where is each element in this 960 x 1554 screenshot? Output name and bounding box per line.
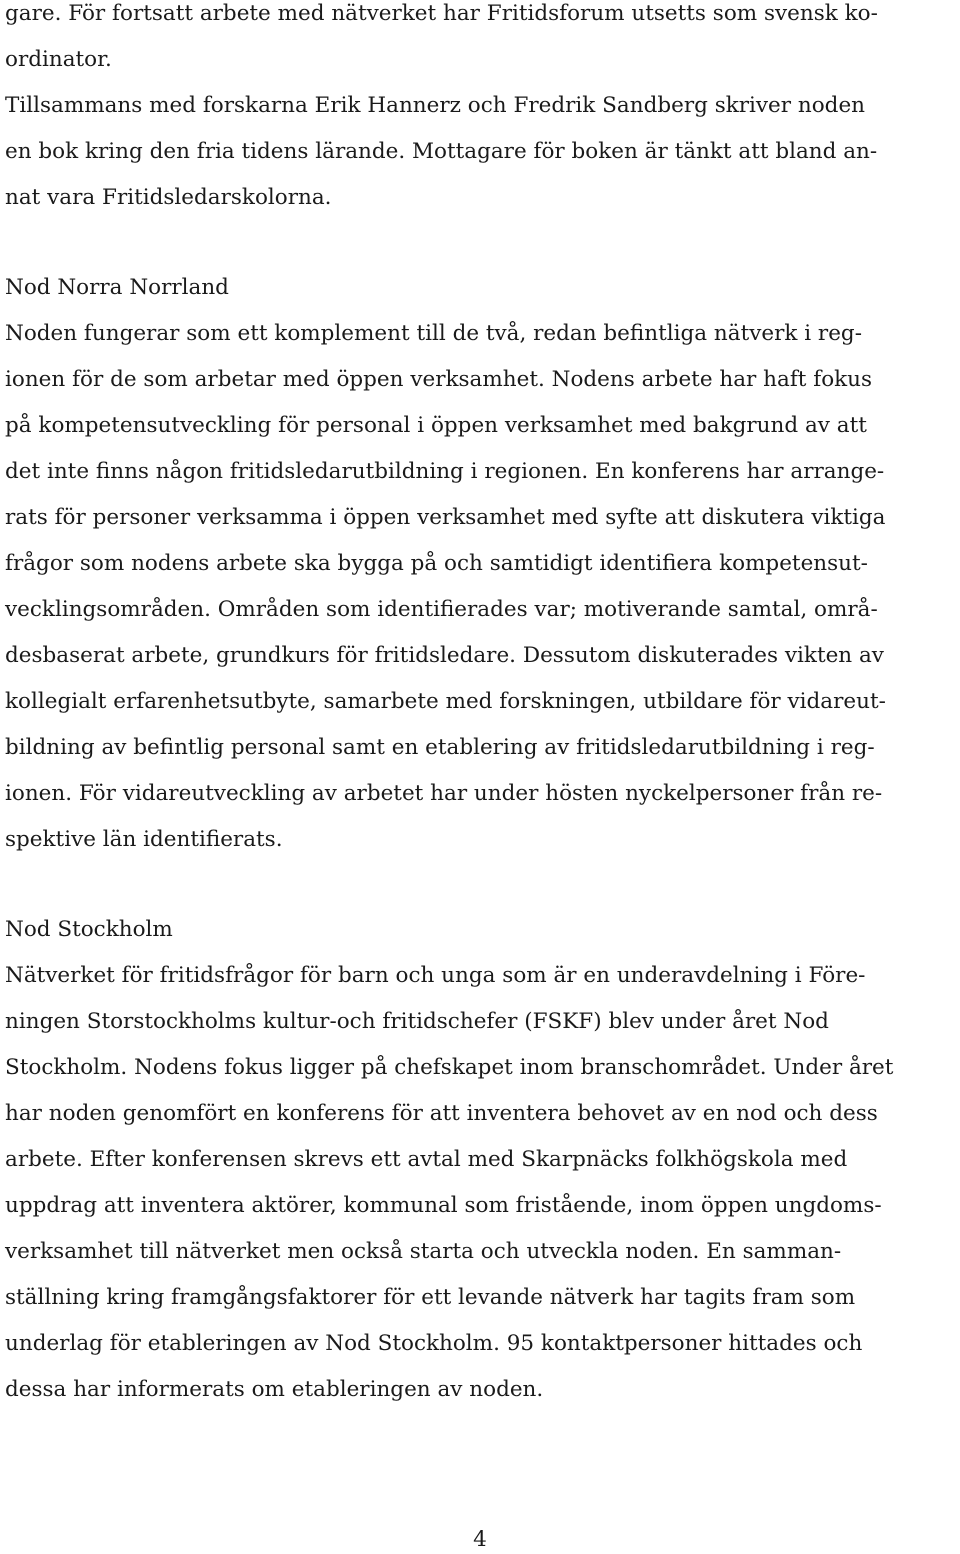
intro-line-1: gare. För fortsatt arbete med nätverket har Fritidsforum utsetts som svensk ko- [5,1,878,26]
norra-norrland-line-11: ionen. För vidareutveckling av arbetet har under hösten nyckelpersoner från re- [5,781,883,806]
stockholm-line-8: ställning kring framgångsfaktorer för ett levande nätverk har tagits fram som [5,1285,856,1310]
section-heading-stockholm: Nod Stockholm [5,917,173,942]
stockholm-line-7: verksamhet till nätverket men också starta och utveckla noden. En samman- [5,1239,842,1264]
intro-line-5: nat vara Fritidsledarskolorna. [5,185,332,210]
stockholm-line-5: arbete. Efter konferensen skrevs ett avtal med Skarpnäcks folkhögskola med [5,1147,848,1172]
stockholm-line-9: underlag för etableringen av Nod Stockholm. 95 kontaktpersoner hittades och [5,1331,863,1356]
norra-norrland-line-10: bildning av befintlig personal samt en etablering av fritidsledarutbildning i reg- [5,735,875,760]
norra-norrland-line-1: Noden fungerar som ett komplement till de två, redan befintliga nätverk i reg- [5,321,862,346]
intro-line-3: Tillsammans med forskarna Erik Hannerz och Fredrik Sandberg skriver noden [5,93,866,118]
stockholm-line-2: ningen Storstockholms kultur-och fritidschefer (FSKF) blev under året Nod [5,1009,829,1034]
stockholm-line-1: Nätverket för fritidsfrågor för barn och unga som är en underavdelning i Före- [5,963,866,988]
norra-norrland-line-7: vecklingsområden. Områden som identifierades var; motiverande samtal, områ- [5,597,878,622]
intro-line-4: en bok kring den fria tidens lärande. Mottagare för boken är tänkt att bland an- [5,139,878,164]
norra-norrland-line-12: spektive län identifierats. [5,827,283,852]
norra-norrland-line-2: ionen för de som arbetar med öppen verksamhet. Nodens arbete har haft fokus [5,367,873,392]
norra-norrland-line-6: frågor som nodens arbete ska bygga på och samtidigt identifiera kompetensut- [5,551,868,576]
section-heading-norra-norrland: Nod Norra Norrland [5,275,229,300]
norra-norrland-line-3: på kompetensutveckling för personal i öppen verksamhet med bakgrund av att [5,413,867,438]
norra-norrland-line-5: rats för personer verksamma i öppen verksamhet med syfte att diskutera viktiga [5,505,886,530]
norra-norrland-line-9: kollegialt erfarenhetsutbyte, samarbete med forskningen, utbildare för vidareut- [5,689,886,714]
stockholm-line-3: Stockholm. Nodens fokus ligger på chefskapet inom branschområdet. Under året [5,1055,894,1080]
norra-norrland-line-8: desbaserat arbete, grundkurs för fritidsledare. Dessutom diskuterades vikten av [5,643,884,668]
intro-line-2: ordinator. [5,47,112,72]
stockholm-line-10: dessa har informerats om etableringen av noden. [5,1377,544,1402]
page-number: 4 [473,1527,487,1552]
stockholm-line-4: har noden genomfört en konferens för att inventera behovet av en nod och dess [5,1101,878,1126]
norra-norrland-line-4: det inte finns någon fritidsledarutbildning i regionen. En konferens har arrange- [5,459,885,484]
stockholm-line-6: uppdrag att inventera aktörer, kommunal som fristående, inom öppen ungdoms- [5,1193,882,1218]
